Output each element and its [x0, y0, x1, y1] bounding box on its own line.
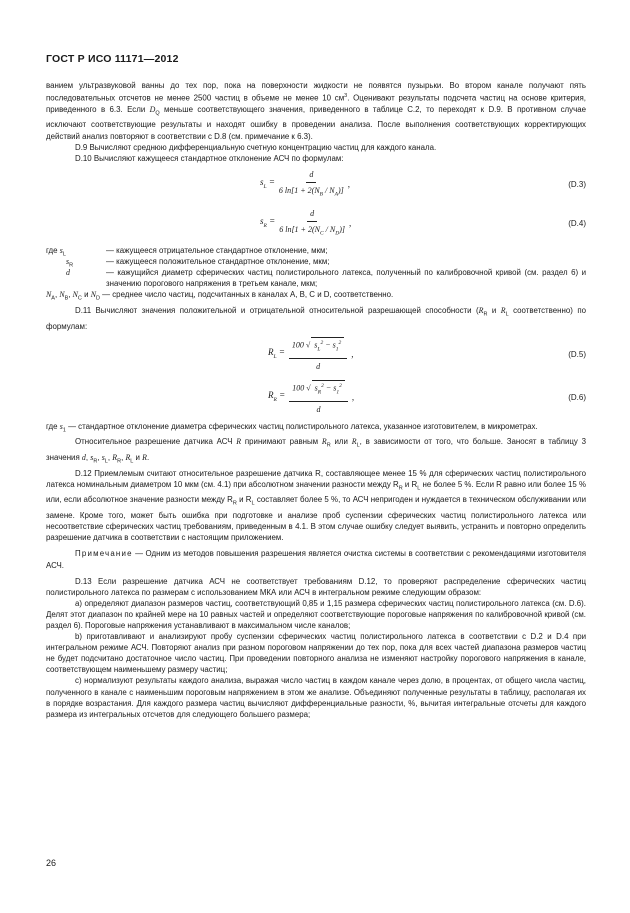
definition-sR: $s_R$ — кажущееся положительное стандартное отклонение, мкм; — [66, 256, 330, 269]
paragraph-d10: D.10 Вычисляют кажущееся стандартное отклонение АСЧ по формулам: — [75, 153, 344, 163]
note: Примечание — Одним из методов повышения разрешения является очистка системы в соответствии с рекомендациями изготовителя АСЧ. — [46, 549, 586, 570]
paragraph-relative-resolution: Относительное разрешение датчика АСЧ R принимают равным $R_R$ или $R_L$, в зависимости от того, что больше. Заносят в таблицу 3 значения d, $s_R$, $s_L$, $R_R$, $R_L$ и R. — [46, 437, 586, 465]
definition-n: $N_A$, $N_B$, $N_C$ и $N_D$ — среднее число частиц, подсчитанных в каналах A, B, C и D, соответственно. — [46, 290, 394, 302]
equation-d3: $s_L$ = $\frac{d}{6 \ln[1 + 2(N_B / N_A)]}$ , (D.3) — [260, 169, 586, 198]
list-item-c: с) нормализуют результаты каждого анализа, выражая число частиц в каждом канале через долю, в процентах, от общего числа частиц, полученного в канале с наименьшим пороговым напряжением в этом же анализе. Объединяют полученные результаты в таблицу, располагая их в порядке возрастания. Для каждого размера частиц вычисляют дифференциальные разности, %, вычитая интегральные отсчеты для каждого размера из интегральных отсчетов для следующего большего размера; — [46, 676, 586, 719]
paragraph-d12: D.12 Приемлемым считают относительное разрешение датчика R, составляющее менее 15 % для сферических частиц полистирольного латекса номинальным диаметром 10 мкм (см. 4.1) при абсолютном значении разности между $R_R$ и $R_L$ не более 5 %. Если R равно или более 15 % или, если абсолютное значение разности между $R_R$ и $R_L$ составляет более 5 %, то АСЧ непригоден и нуждается в техническом обслуживании или замене. Кроме того, может быть ошибка при подготовке и анализе проб суспензии сферических частиц полистирольного латекса или несоответствие сферических частиц требованиям, приведенным в 4.1. В этом случае ошибку следует выявить, устранить и повторно определить разрешение датчика в соответствии с настоящим приложением. — [46, 468, 587, 543]
definitions-list — [46, 245, 586, 305]
document-header: ГОСТ Р ИСО 11171—2012 — [46, 53, 179, 65]
list-item-b: b) приготавливают и анализируют пробу суспензии сферических частиц полистирольного латекса в соответствии с D.2 и D.4 при интегральном режиме АСЧ. Повторяют анализ при разном пороговом напряжении до тех пор, пока для всех частей диапазона размеров частиц не будет подсчитано достаточное число частиц. При проведении повторного анализа не изменяют настройку порогового напряжения в канале, соответствующем наименьшему размеру частиц; — [46, 632, 586, 675]
paragraph-d9: D.9 Вычисляют среднюю дифференциальную счетную концентрацию частиц для каждого канала. — [75, 142, 437, 152]
list-item-a: а) определяют диапазон размеров частиц, соответствующий 0,85 и 1,15 размера сферических частиц полистирольного латекса (см. D.6). Делят этот диапазон по крайней мере на 10 равных частей и определяют соответствующие пороговые напряжения по калибровочной кривой (см. раздел 6). Пороговые напряжения устанавливают в максимальном числе каналов; — [46, 598, 586, 630]
equation-d4: $s_R$ = $\frac{d}{6 \ln[1 + 2(N_C / N_D)]}$ , (D.4) — [260, 208, 586, 237]
page-number: 26 — [46, 858, 57, 868]
paragraph-d13: D.13 Если разрешение датчика АСЧ не соответствует требованиям D.12, то проверяют распределение сферических частиц полистирольного латекса по размерам с использованием МКА или АСЧ в интегральном режиме следующим образом: — [46, 576, 586, 597]
definition-s1: где $s_1$ — стандартное отклонение диаметра сферических частиц полистирольного латекса, указанное изготовителем, в микрометрах. — [46, 421, 538, 434]
equation-d5: $R_L$ = $\frac{100 √ s_L^2 - s_1^2}{d}$ , (D.5) — [46, 335, 586, 375]
paragraph-d8-continuation: ванием ультразвуковой ванны до тех пор, пока на поверхности жидкости не появятся пузырьки. Во втором канале получают пять последовательных отсчетов не менее 2500 частиц в объеме не менее 10 $см^3$. Оценивают результаты подсчета частиц на основе критерия, приведенного в 6.3. Если $D_Q$ меньше соответствующего значения, приведенного в таблице С.2, то переходят к D.9. В противном случае исключают соответствующие результаты и находят ошибку в проведении анализа. После выполнения соответствующих корректирующих действий анализ повторяют в соответствии с D.8 (см. примечание к 6.3). — [46, 81, 586, 141]
equation-d6: $R_R$ = $\frac{100 √ s_R^2 - s_1^2}{d}$ , (D.6) — [46, 378, 586, 418]
definition-d: d — кажущийся диаметр сферических частиц полистирольного латекса, полученный по калибровочной кривой (см. раздел 6) и значению порогового напряжения в третьем канале, мкм; — [66, 268, 586, 289]
definition-sL: где $s_L$ — кажущееся отрицательное стандартное отклонение, мкм; — [46, 245, 328, 258]
page-content — [46, 80, 586, 720]
paragraph-d11: D.11 Вычисляют значения положительной и отрицательной относительной разрешающей способности ($R_R$ и $R_L$ соответственно) по формулам: — [46, 305, 586, 331]
